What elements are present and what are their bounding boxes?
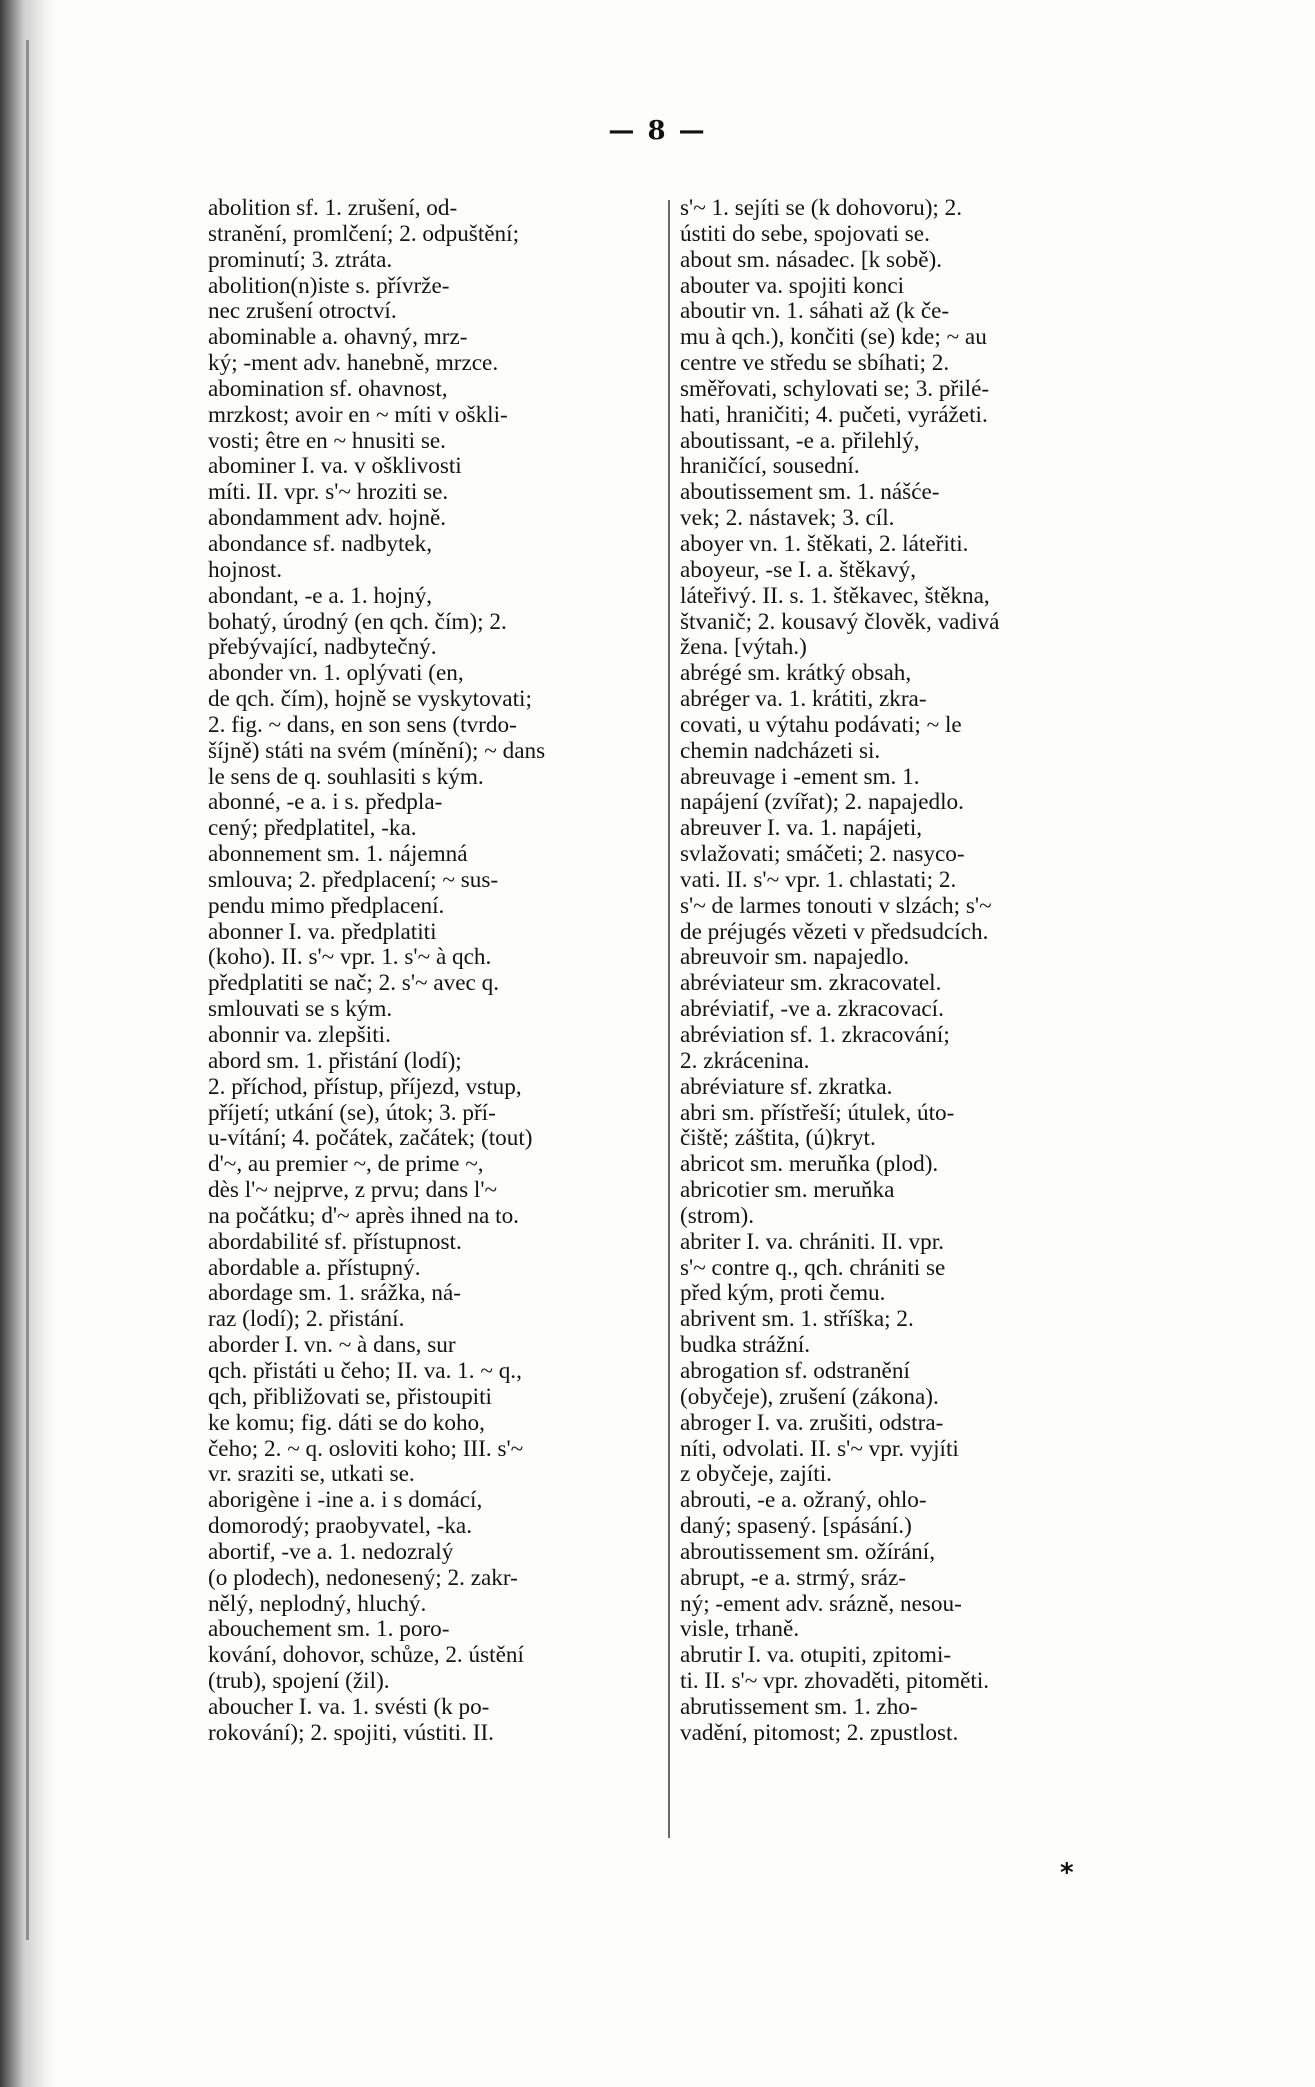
text-line: le sens de q. souhlasiti s kým. — [208, 764, 484, 790]
text-line: aborigène i -ine a. i s domácí, — [208, 1488, 483, 1514]
text-line: qch. přistáti u čeho; II. va. 1. ~ q., — [208, 1358, 522, 1384]
text-line: smlouvati se s kým. — [208, 997, 393, 1023]
text-line: s'~ de larmes tonouti v slzách; s'~ — [680, 893, 992, 919]
text-line: vr. sraziti se, utkati se. — [208, 1462, 415, 1488]
text-line: abri sm. přístřeší; útulek, úto- — [680, 1100, 955, 1126]
text-line: kování, dohovor, schůze, 2. ústění — [208, 1643, 524, 1669]
text-line: abriter I. va. chrániti. II. vpr. — [680, 1229, 944, 1255]
footer-mark: * — [1060, 1858, 1074, 1888]
text-line: abreuvoir sm. napajedlo. — [680, 945, 910, 971]
text-line: aboutissant, -e a. přilehlý, — [680, 428, 920, 454]
text-line: přebývající, nadbytečný. — [208, 635, 437, 661]
text-line: napájení (zvířat); 2. napajedlo. — [680, 790, 964, 816]
text-line: na počátku; d'~ après ihned na to. — [208, 1203, 519, 1229]
text-line: abonné, -e a. i s. předpla- — [208, 790, 443, 816]
text-line: abordable a. přístupný. — [208, 1255, 421, 1281]
text-line: abrouti, -e a. ožraný, ohlo- — [680, 1488, 927, 1514]
text-line: (trub), spojení (žil). — [208, 1669, 390, 1695]
text-line: abonder vn. 1. oplývati (en, — [208, 661, 464, 687]
text-line: cený; předplatitel, -ka. — [208, 816, 417, 842]
text-line: visle, trhaně. — [680, 1617, 800, 1643]
text-line: rokování); 2. spojiti, vústiti. II. — [208, 1720, 494, 1746]
text-line: aborder I. vn. ~ à dans, sur — [208, 1333, 456, 1359]
right-column — [680, 196, 1120, 1747]
text-line: abominable a. ohavný, mrz- — [208, 325, 468, 351]
text-line: hati, hraničiti; 4. pučeti, vyrážeti. — [680, 402, 988, 428]
text-line: abominer I. va. v ošklivosti — [208, 454, 462, 480]
text-line: abord sm. 1. přistání (lodí); — [208, 1048, 462, 1074]
text-line: aboutissement sm. 1. nášće- — [680, 480, 940, 506]
text-line: de préjugés vězeti v předsudcích. — [680, 919, 989, 945]
text-line: de qch. čím), hojně se vyskytovati; — [208, 687, 532, 713]
text-line: vek; 2. nástavek; 3. cíl. — [680, 506, 895, 532]
text-line: aboyer vn. 1. štěkati, 2. láteřiti. — [680, 531, 969, 557]
text-line: abreuver I. va. 1. napájeti, — [680, 816, 923, 842]
page-number: — 8 — — [608, 116, 707, 146]
text-line: ke komu; fig. dáti se do koho, — [208, 1410, 485, 1436]
text-line: abordabilité sf. přístupnost. — [208, 1229, 462, 1255]
text-line: abricot sm. meruňka (plod). — [680, 1152, 939, 1178]
text-line: z obyčeje, zajíti. — [680, 1462, 832, 1488]
text-line: ti. II. s'~ vpr. zhovaděti, pitoměti. — [680, 1669, 990, 1695]
text-line: 2. zkrácenina. — [680, 1048, 810, 1074]
text-line: čeho; 2. ~ q. osloviti koho; III. s'~ — [208, 1436, 524, 1462]
text-line: abréviateur sm. zkracovatel. — [680, 971, 942, 997]
text-line: abomination sf. ohavnost, — [208, 376, 448, 402]
text-line: abolition(n)iste s. přívrže- — [208, 273, 450, 299]
text-line: abouter va. spojiti konci — [680, 273, 905, 299]
text-line: about sm. násadec. [k sobě). — [680, 247, 943, 273]
text-line: směřovati, schylovati se; 3. přilé- — [680, 376, 990, 402]
text-line: pendu mimo předplacení. — [208, 893, 445, 919]
text-line: abrupt, -e a. strmý, sráz- — [680, 1565, 906, 1591]
text-line: abréviatif, -ve a. zkracovací. — [680, 997, 944, 1023]
text-line: abréger va. 1. krátiti, zkra- — [680, 687, 927, 713]
text-line: abondamment adv. hojně. — [208, 506, 447, 532]
text-line: šíjně) státi na svém (mínění); ~ dans — [208, 738, 546, 764]
text-line: covati, u výtahu podávati; ~ le — [680, 712, 962, 738]
text-line: stranění, promlčení; 2. odpuštění; — [208, 221, 520, 247]
text-line: vosti; être en ~ hnusiti se. — [208, 428, 446, 454]
text-line: abroger I. va. zrušiti, odstra- — [680, 1410, 944, 1436]
text-line: abréviation sf. 1. zkracování; — [680, 1023, 950, 1048]
text-line: chemin nadcházeti si. — [680, 738, 881, 764]
text-line: abréviature sf. zkratka. — [680, 1074, 893, 1100]
text-line: aboutir vn. 1. sáhati až (k če- — [680, 299, 950, 325]
text-line: qch, přibližovati se, přistoupiti — [208, 1384, 493, 1410]
text-line: nělý, neplodný, hluchý. — [208, 1591, 427, 1617]
text-line: abrogation sf. odstranění — [680, 1358, 910, 1384]
text-line: abrivent sm. 1. stříška; 2. — [680, 1307, 914, 1333]
text-line: (obyčeje), zrušení (zákona). — [680, 1384, 939, 1410]
text-line: abroutissement sm. ožírání, — [680, 1539, 936, 1565]
text-line: (koho). II. s'~ vpr. 1. s'~ à qch. — [208, 945, 492, 971]
text-line: žena. [výtah.) — [680, 635, 807, 661]
page-binding-shadow — [0, 0, 58, 2087]
text-line: 2. příchod, přístup, příjezd, vstup, — [208, 1074, 522, 1100]
text-line: u-vítání; 4. počátek, začátek; (tout) — [208, 1126, 533, 1152]
text-line: aboyeur, -se I. a. štěkavý, — [680, 557, 917, 583]
text-line: aboucher I. va. 1. svésti (k po- — [208, 1694, 490, 1720]
text-line: abondance sf. nadbytek, — [208, 531, 433, 557]
column-divider — [668, 200, 670, 1838]
text-line: předplatiti se nač; 2. s'~ avec q. — [208, 971, 500, 997]
text-line: níti, odvolati. II. s'~ vpr. vyjíti — [680, 1436, 959, 1462]
text-line: abrutir I. va. otupiti, zpitomi- — [680, 1643, 952, 1669]
text-line: abonnir va. zlepšiti. — [208, 1023, 391, 1048]
text-line: hraničící, sousední. — [680, 454, 860, 480]
text-line: svlažovati; smáčeti; 2. nasyco- — [680, 842, 965, 868]
text-line: s'~ contre q., qch. chrániti se — [680, 1255, 946, 1281]
text-line: (strom). — [680, 1203, 755, 1229]
page-binding-edge — [26, 40, 29, 1940]
text-line: nec zrušení otroctví. — [208, 299, 397, 325]
text-line: centre ve středu se sbíhati; 2. — [680, 351, 950, 377]
text-line: bohatý, úrodný (en qch. čím); 2. — [208, 609, 507, 635]
text-line: láteřivý. II. s. 1. štěkavec, štěkna, — [680, 583, 990, 609]
text-line: smlouva; 2. předplacení; ~ sus- — [208, 867, 499, 893]
text-line: abrégé sm. krátký obsah, — [680, 661, 912, 687]
text-line: 2. fig. ~ dans, en son sens (tvrdo- — [208, 712, 517, 738]
text-line: abreuvage i -ement sm. 1. — [680, 764, 920, 790]
text-line: vati. II. s'~ vpr. 1. chlastati; 2. — [680, 867, 957, 893]
text-line: dès l'~ nejprve, z prvu; dans l'~ — [208, 1178, 498, 1204]
text-line: s'~ 1. sejíti se (k dohovoru); 2. — [680, 196, 963, 221]
text-line: mu à qch.), končiti (se) kde; ~ au — [680, 325, 987, 351]
text-line: abouchement sm. 1. poro- — [208, 1617, 450, 1643]
text-line: hojnost. — [208, 557, 283, 583]
text-line: abrutissement sm. 1. zho- — [680, 1694, 918, 1720]
text-line: (o plodech), nedonesený; 2. zakr- — [208, 1565, 518, 1591]
text-line: abortif, -ve a. 1. nedozralý — [208, 1539, 454, 1565]
text-line: štvanič; 2. kousavý člověk, vadivá — [680, 609, 1000, 635]
text-line: vadění, pitomost; 2. zpustlost. — [680, 1720, 959, 1746]
text-line: prominutí; 3. ztráta. — [208, 247, 393, 273]
text-line: abonner I. va. předplatiti — [208, 919, 437, 945]
text-line: raz (lodí); 2. přistání. — [208, 1307, 405, 1333]
text-line: čiště; záštita, (ú)kryt. — [680, 1126, 876, 1152]
text-line: příjetí; utkání (se), útok; 3. pří- — [208, 1100, 496, 1126]
text-line: mrzkost; avoir en ~ míti v oškli- — [208, 402, 508, 428]
text-line: ný; -ement adv. srázně, nesou- — [680, 1591, 962, 1617]
text-line: před kým, proti čemu. — [680, 1281, 886, 1307]
text-line: míti. II. vpr. s'~ hroziti se. — [208, 480, 449, 506]
text-line: ký; -ment adv. hanebně, mrzce. — [208, 351, 499, 377]
text-line: abonnement sm. 1. nájemná — [208, 842, 468, 868]
text-line: budka strážní. — [680, 1333, 811, 1359]
text-line: domorodý; praobyvatel, -ka. — [208, 1514, 473, 1540]
left-column — [208, 196, 648, 1747]
text-line: d'~, au premier ~, de prime ~, — [208, 1152, 484, 1178]
text-line: daný; spasený. [spásání.) — [680, 1514, 912, 1540]
text-line: abordage sm. 1. srážka, ná- — [208, 1281, 462, 1307]
text-line: abricotier sm. meruňka — [680, 1178, 895, 1204]
text-line: ústiti do sebe, spojovati se. — [680, 221, 930, 247]
text-line: abolition sf. 1. zrušení, od- — [208, 196, 458, 221]
text-line: abondant, -e a. 1. hojný, — [208, 583, 433, 609]
